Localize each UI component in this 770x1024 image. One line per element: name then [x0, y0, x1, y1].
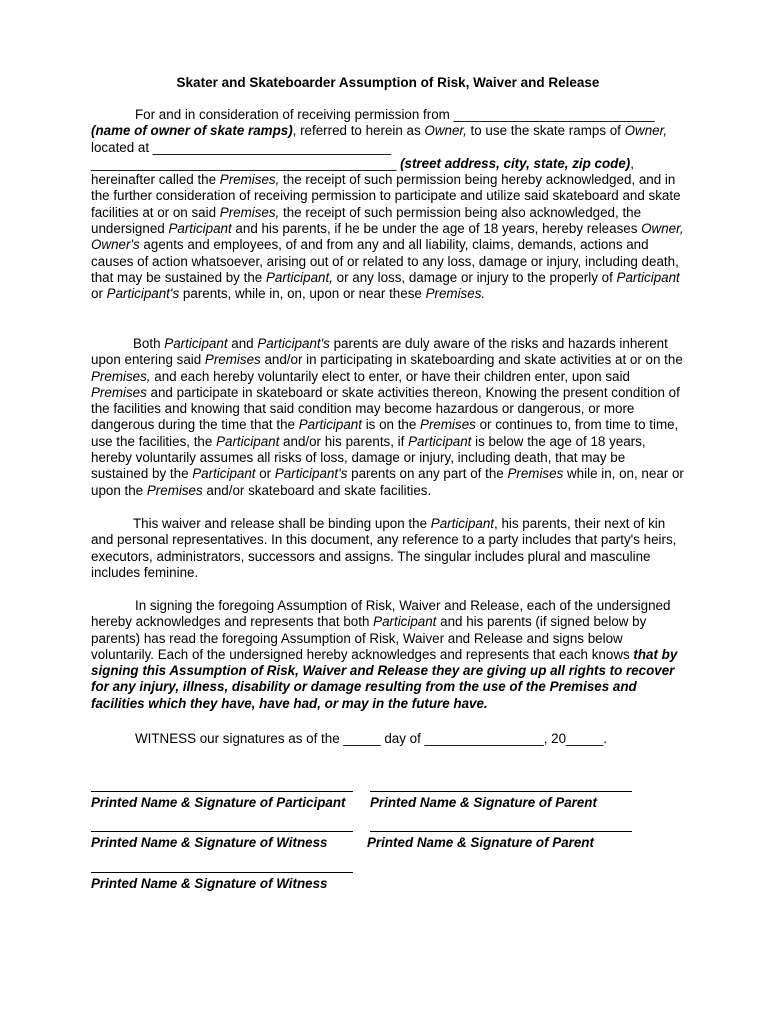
p2-text-end: and/or skateboard and skate facilities. — [202, 482, 432, 498]
p1-text-a: For and in consideration of receiving permission from ___________________________ — [135, 107, 655, 122]
p2-premises-term-3: Premises — [91, 384, 147, 400]
p1-owner-term: Owner, — [424, 123, 467, 139]
p4-text-c: and his parents (if signed below by parents) has read the foregoing Assumption of Risk, Waiver and Release and signs below voluntarily. Each of the undersigned hereby acknowledges and represents that each knows — [91, 614, 647, 662]
p2-text-o: or continues to, from time to time, use the facilities, the — [91, 417, 679, 449]
p2-participant-term-2: Participant — [298, 417, 362, 433]
p2-participants-term: Participant's — [257, 336, 330, 351]
p2-text-s: is below the age of 18 years, hereby voluntarily assumes all risks of loss, damage or injury, including death, that may be sustained by the — [91, 433, 646, 482]
p1-text-l: the receipt of such permission being hereby acknowledged, and in the further consideration of receiving permission to participate and utilize said skateboard and skate facilities at or on said — [91, 172, 681, 220]
signature-line-participant[interactable] — [91, 791, 353, 792]
signature-line-witness-2[interactable] — [91, 872, 353, 873]
p2-participant-term-4: Participant — [408, 433, 472, 449]
p2-text-c: and — [227, 336, 258, 351]
p2-premises-term-6: Premises — [146, 482, 203, 498]
p2-text-i: and each hereby voluntarily elect to enter, or have their children enter, upon said — [150, 368, 630, 384]
p2-text-w: parents on any part of the — [347, 466, 508, 482]
p1-text-t: or any loss, damage or injury to the properly of — [332, 269, 617, 285]
signature-label-witness-2: Printed Name & Signature of Witness — [91, 876, 328, 891]
p1-text-e: to use the skate ramps of — [466, 123, 625, 139]
p2-participant-term: Participant — [164, 336, 228, 351]
p1-text-v: or — [91, 286, 107, 302]
p2-text-k: and participate in skateboard or skate activities thereon, Knowing the present condition of the facilities and knowing that said condition may become hazardous or dangerous, or more dangerous during the time that the — [91, 384, 680, 433]
p1-owner-term-2: Owner, — [624, 123, 668, 139]
p2-text-y: while in, on, near or upon the — [91, 466, 684, 498]
p2-participant-term-5: Participant — [192, 466, 256, 482]
p1-premises-term-3: Premises. — [425, 286, 486, 302]
signature-line-parent-1[interactable] — [370, 791, 632, 792]
p2-text-g: and/or in participating in skateboarding and skate activities at or on the — [260, 352, 683, 368]
signature-label-participant: Printed Name & Signature of Participant — [91, 795, 346, 810]
p2-text-q: and/or his parents, if — [279, 433, 409, 449]
p1-premises-term: Premises, — [219, 172, 280, 188]
p2-premises-term: Premises — [204, 352, 261, 368]
p1-text-r: agents and employees, of and from any and all liability, claims, demands, actions and causes of action whatsoever, arising out of or related to any loss, damage or injury, including death, that may be sustained by the — [91, 237, 679, 285]
p1-text-c: , referred to herein as — [292, 123, 425, 139]
document-title: Skater and Skateboarder Assumption of Risk, Waiver and Release — [176, 75, 600, 90]
paragraph-binding — [91, 516, 685, 581]
p1-text-j: , hereinafter called the — [91, 155, 634, 188]
paragraph-permission-release — [91, 107, 685, 303]
p4-text-a: In signing the foregoing Assumption of Risk, Waiver and Release, each of the undersigned hereby acknowledges and represents that both — [91, 598, 671, 630]
p2-premises-term-5: Premises — [507, 466, 564, 482]
p4-emphasis-statement: that by signing this Assumption of Risk, Waiver and Release they are giving up all rights to recover for any injury, illness, disability or damage resulting from the use of the Premises and facilities which they have, have had, or may in the future have. — [91, 646, 678, 711]
p1-participants-term: Participant's — [106, 286, 180, 302]
p3-participant-term: Participant — [430, 516, 495, 531]
signature-label-parent-1: Printed Name & Signature of Parent — [370, 795, 597, 810]
p1-participant-term: Participant — [168, 221, 232, 237]
p1-participant-term-2: Participant, — [265, 269, 333, 285]
signature-label-witness-1: Printed Name & Signature of Witness — [91, 835, 328, 850]
p1-premises-term-2: Premises, — [219, 204, 280, 220]
signature-label-parent-2: Printed Name & Signature of Parent — [367, 835, 594, 850]
p1-owner-name-label: (name of owner of skate ramps) — [91, 123, 293, 139]
p1-address-blank: _________________________________________ — [91, 155, 397, 171]
p2-premises-term-4: Premises — [420, 417, 476, 433]
p2-participants-term-2: Participant's — [274, 466, 348, 482]
witness-date-line: WITNESS our signatures as of the _____ day of ________________, 20_____. — [135, 731, 607, 746]
paragraph-acknowledgement — [91, 598, 685, 712]
p3-text-c: , his parents, their next of kin and personal representatives. In this document, any reference to a party includes that party's heirs, executors, administrators, successors and assigns. The singular includes plural and masculine includes feminine. — [91, 516, 677, 580]
p2-participant-term-3: Participant — [216, 433, 280, 449]
p1-located-at: located at ________________________________ — [91, 139, 392, 155]
p1-address-label: (street address, city, state, zip code) — [396, 155, 631, 171]
p1-text-x: parents, while in, on, upon or near these — [179, 286, 426, 302]
paragraph-witness — [91, 731, 685, 747]
signature-line-witness-1[interactable] — [91, 831, 353, 832]
p2-text-u: or — [255, 466, 275, 482]
p2-premises-term-2: Premises, — [91, 368, 151, 384]
paragraph-assumption-of-risk — [91, 336, 685, 499]
p1-text-p: and his parents, if he be under the age of 18 years, hereby releases — [231, 221, 642, 237]
p2-text-e: parents are duly aware of the risks and hazards inherent upon entering said — [91, 336, 668, 368]
p3-text-a: This waiver and release shall be binding upon the — [133, 516, 431, 531]
signature-line-parent-2[interactable] — [370, 831, 632, 832]
p4-participant-term: Participant — [373, 614, 437, 630]
p2-text-m: is on the — [361, 417, 421, 433]
p2-text-a: Both — [133, 336, 165, 351]
p1-owner-agents-term: Owner, Owner's — [91, 221, 684, 253]
p1-text-n: the receipt of such permission being also acknowledged, the undersigned — [91, 204, 642, 237]
p1-participant-term-3: Participant — [616, 269, 680, 285]
